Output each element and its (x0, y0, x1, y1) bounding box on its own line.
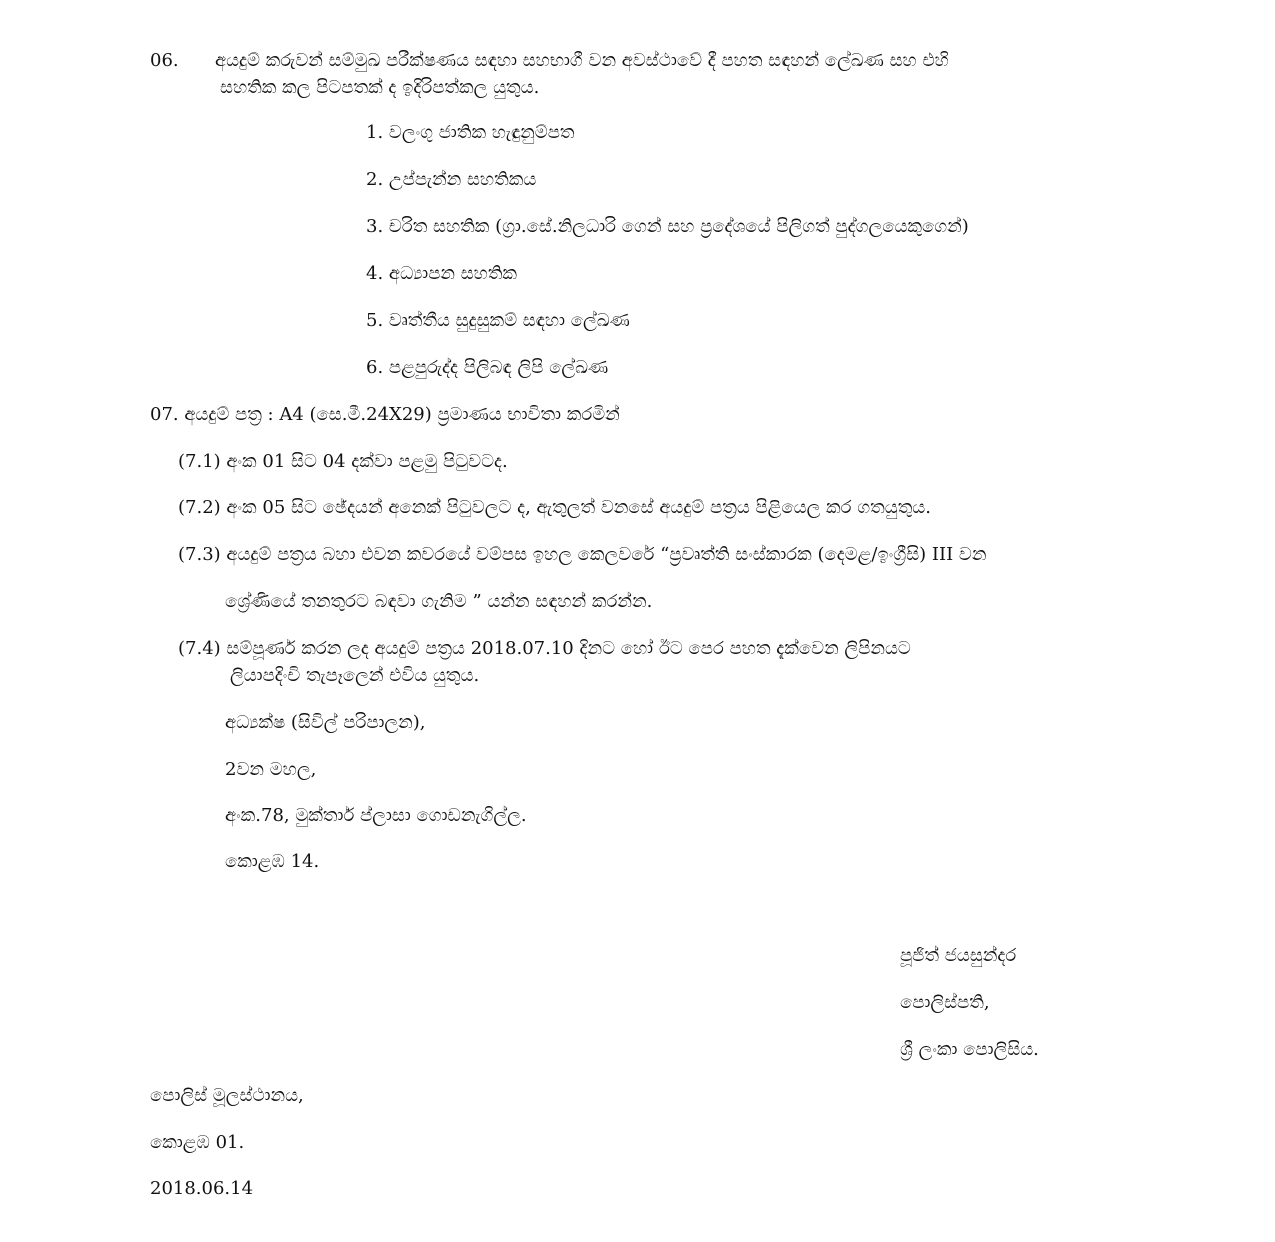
document-list-item: 4. අධ්‍යාපන සහතික (366, 263, 518, 284)
paragraph-7-4-line2: ලියාපදිංචි තැපෑලෙන් එවිය යුතුය. (230, 665, 480, 686)
section-07-heading: 07. අයදුම් පත්‍ර : A4 (සෙ.මී.24X29) ප්‍රමාණය භාවිතා කරමින් (150, 404, 620, 425)
section-06-text-line1: අයදුම් කරුවන් සම්මුඛ පරීක්ෂණය සඳහා සහභාගී වන අවස්ථාවේ දී පහත සඳහන් ලේඛණ සහ එහි (215, 50, 949, 71)
document-list-item: 6. පළපුරුද්ද පිලිබඳ ලිපි ලේඛණ (366, 357, 609, 378)
footer-date: 2018.06.14 (150, 1178, 254, 1199)
paragraph-7-2: (7.2) අංක 05 සිට ඡේදයන් අනෙක් පිටුවලට ද, ඇතුලත් වනසේ අයදුම් පත්‍රය පිළියෙල කර ගතයුතුය. (178, 497, 931, 518)
document-list-item: 1. වලංගු ජාතික හැඳුනුම්පත (366, 122, 575, 143)
address-line: අධ්‍යක්ෂ (සිවිල් පරිපාලන), (225, 712, 426, 733)
footer-city: කොළඹ 01. (150, 1132, 245, 1153)
address-line: කොළඹ 14. (225, 851, 320, 872)
address-line: අංක.78, මුක්තාර් ප්ලාසා ගොඩනැගිල්ල. (225, 805, 527, 826)
paragraph-7-1: (7.1) අංක 01 සිට 04 දක්වා පළමු පිටුවටද. (178, 451, 508, 472)
signatory-name: පූජිත් ජයසුන්දර (900, 945, 1017, 966)
signatory-organization: ශ්‍රී ලංකා පොලිසිය. (900, 1039, 1039, 1060)
document-list-item: 2. උප්පැන්න සහතිකය (366, 169, 537, 190)
section-06-text-line2: සහතික කල පිටපතක් ද ඉදිරිපත්කල යුතුය. (220, 77, 540, 98)
address-line: 2වන මහල, (225, 759, 317, 780)
paragraph-7-3-line1: (7.3) අයදුම් පත්‍රය බහා එවන කවරයේ වම්පස ඉහල කෙලවරේ “ප්‍රවෘත්ති සංස්කාරක (දෙමළ/ඉංග්‍රීසි) III වන (178, 544, 987, 565)
signatory-title: පොලිස්පති, (900, 992, 990, 1013)
document-list-item: 3. චරිත සහතික (ග්‍රා.සේ.නිලධාරි ගෙන් සහ ප්‍රදේශයේ පිලිගත් පුද්ගලයෙකුගෙන්) (366, 216, 969, 237)
document-list-item: 5. වෘත්තීය සුදුසුකම් සඳහා ලේඛණ (366, 310, 630, 331)
footer-office: පොලිස් මූලස්ථානය, (150, 1085, 304, 1106)
paragraph-7-3-line2: ශ්‍රේණියේ තනතුරට බඳවා ගැනිම ” යන්න සඳහන් කරන්න. (225, 591, 653, 612)
paragraph-7-4-line1: (7.4) සම්පූර්ණ කරන ලද අයදුම් පත්‍රය 2018.07.10 දිනට හෝ ඊට පෙර පහත දැක්වෙන ලිපිනයට (178, 638, 911, 659)
section-06-number: 06. (150, 50, 179, 71)
